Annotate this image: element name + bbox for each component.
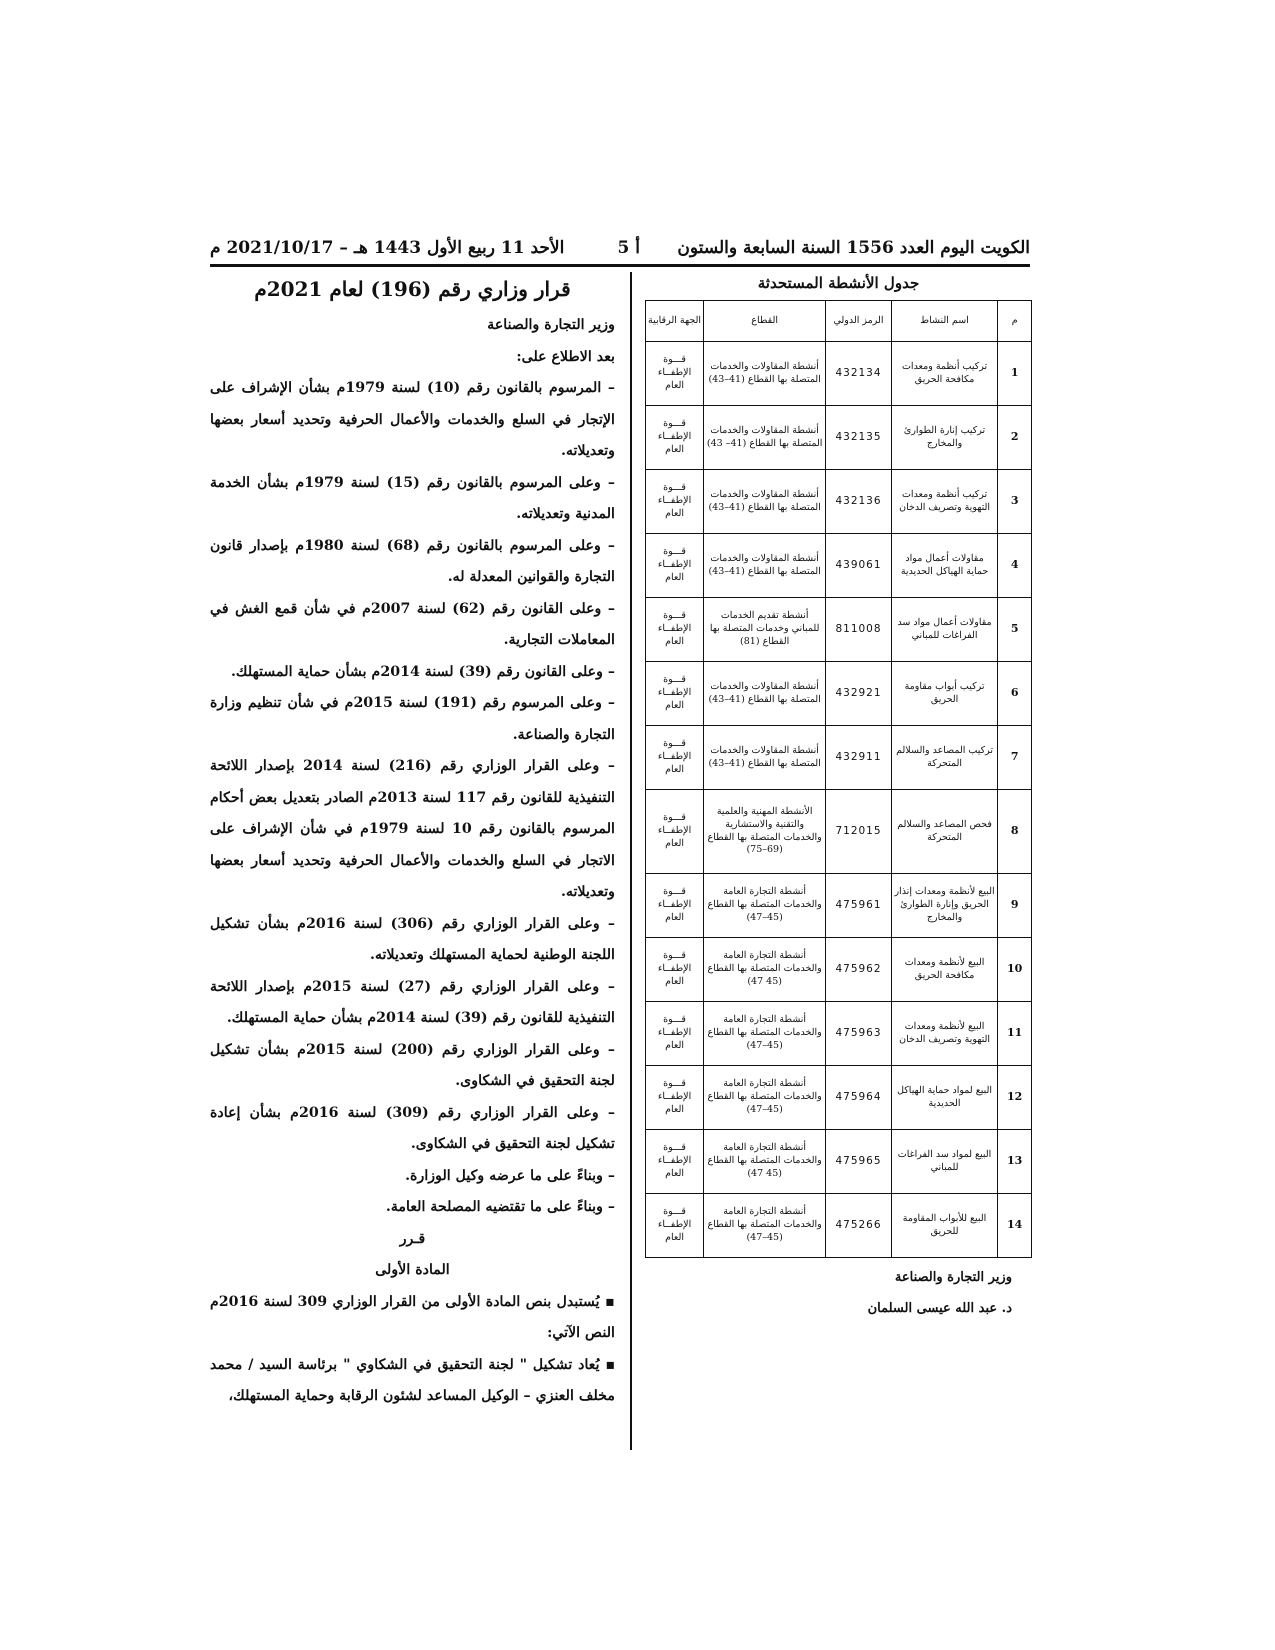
authority-cell: قـــوة الإطفــاء العام <box>646 726 704 790</box>
authority-cell: قـــوة الإطفــاء العام <box>646 1066 704 1130</box>
row-index-cell: 4 <box>998 534 1032 598</box>
activity-name-cell: تركيب إنارة الطوارئ والمخارج <box>891 406 998 470</box>
row-index-cell: 9 <box>998 874 1032 938</box>
activity-name-cell: تركيب أنظمة ومعدات مكافحة الحريق <box>891 342 998 406</box>
article-line: ▪ يُعاد تشكيل " لجنة التحقيق في الشكاوي " برئاسة السيد / محمد مخلف العنزي – الوكيل المساعد لشئون الرقابة وحماية المستهلك، <box>210 1356 615 1404</box>
intl-code-cell: 475266 <box>826 1194 892 1258</box>
signature-name: د. عبد الله عيسى السلمان <box>867 1301 1012 1316</box>
activity-name-cell: البيع لمواد سد الفراغات للمباني <box>891 1130 998 1194</box>
table-body <box>646 342 1032 1258</box>
row-index-cell: 2 <box>998 406 1032 470</box>
column-divider <box>630 272 632 1450</box>
authority-cell: قـــوة الإطفــاء العام <box>646 406 704 470</box>
sector-cell: أنشطة التجارة العامة والخدمات المتصلة بها القطاع (45–47) <box>704 1066 826 1130</box>
table-row <box>646 406 1032 470</box>
intl-code-cell: 432136 <box>826 470 892 534</box>
activity-name-cell: تركيب أبواب مقاومة الحريق <box>891 662 998 726</box>
decree-line: – وعلى القانون رقم (62) لسنة 2007م في شأن قمع الغش في المعاملات التجارية. <box>210 600 615 648</box>
article-title: المادة الأولى <box>375 1262 450 1278</box>
table-row <box>646 1066 1032 1130</box>
sector-cell: أنشطة المقاولات والخدمات المتصلة بها القطاع (41– 43) <box>704 406 826 470</box>
header-cell-authority: الجهة الرقابية <box>646 301 704 342</box>
sector-cell: أنشطة التجارة العامة والخدمات المتصلة بها القطاع (45–47) <box>704 1002 826 1066</box>
intl-code-cell: 439061 <box>826 534 892 598</box>
table-row <box>646 1002 1032 1066</box>
decree-line: – وبناءً على ما تقتضيه المصلحة العامة. <box>385 1199 615 1215</box>
table-row <box>646 598 1032 662</box>
signature-block <box>645 1270 1032 1316</box>
table-row <box>646 790 1032 874</box>
decree-line: – وعلى المرسوم رقم (191) لسنة 2015م في شأن تنظيم وزارة التجارة والصناعة. <box>210 695 615 743</box>
authority-cell: قـــوة الإطفــاء العام <box>646 1130 704 1194</box>
activity-name-cell: مقاولات أعمال مواد سد الفراغات للمباني <box>891 598 998 662</box>
intl-code-cell: 712015 <box>826 790 892 874</box>
intl-code-cell: 475963 <box>826 1002 892 1066</box>
decree-line: – وعلى القرار الوزاري رقم (216) لسنة 2014 بإصدار اللائحة التنفيذية للقانون رقم 117 لسنة 2013م الصادر بتعديل بعض أحكام المرسوم بالقانون رقم 10 لسنة 1979م في شأن الإشراف على الاتجار في السلع والخدمات والأعمال الحرفية وتحديد أسعار بعضها وتعديلاته. <box>210 758 615 900</box>
authority-cell: قـــوة الإطفــاء العام <box>646 598 704 662</box>
authority-cell: قـــوة الإطفــاء العام <box>646 790 704 874</box>
row-index-cell: 5 <box>998 598 1032 662</box>
decree-line: – وعلى القانون رقم (39) لسنة 2014م بشأن حماية المستهلك. <box>230 663 615 680</box>
authority-cell: قـــوة الإطفــاء العام <box>646 534 704 598</box>
row-index-cell: 11 <box>998 1002 1032 1066</box>
authority-cell: قـــوة الإطفــاء العام <box>646 662 704 726</box>
sector-cell: أنشطة التجارة العامة والخدمات المتصلة بها القطاع (45–47) <box>704 1194 826 1258</box>
row-index-cell: 6 <box>998 662 1032 726</box>
sector-cell: أنشطة التجارة العامة والخدمات المتصلة بها القطاع (45–47) <box>704 874 826 938</box>
sector-cell: أنشطة المقاولات والخدمات المتصلة بها القطاع (41–43) <box>704 662 826 726</box>
sector-cell: أنشطة المقاولات والخدمات المتصلة بها القطاع (41–43) <box>704 470 826 534</box>
header-date: الأحد 11 ربيع الأول 1443 هـ – 2021/10/17 م <box>210 238 565 258</box>
row-index-cell: 13 <box>998 1130 1032 1194</box>
intl-code-cell: 475962 <box>826 938 892 1002</box>
table-title: جدول الأنشطة المستحدثة <box>757 274 920 292</box>
table-row <box>646 1194 1032 1258</box>
activity-name-cell: البيع لأنظمة ومعدات التهوية وتصريف الدخان <box>891 1002 998 1066</box>
table-row <box>646 726 1032 790</box>
row-index-cell: 1 <box>998 342 1032 406</box>
table-row <box>646 342 1032 406</box>
activity-name-cell: البيع لأنظمة ومعدات مكافحة الحريق <box>891 938 998 1002</box>
intl-code-cell: 432135 <box>826 406 892 470</box>
header-page-number: أ 5 <box>617 238 640 258</box>
row-index-cell: 8 <box>998 790 1032 874</box>
decree-line: – وعلى المرسوم بالقانون رقم (15) لسنة 1979م بشأن الخدمة المدنية وتعديلاته. <box>210 474 615 522</box>
decree-line: – وعلى القرار الوزاري رقم (27) لسنة 2015م بإصدار اللائحة التنفيذية للقانون رقم (39) لسنة 2014م بشأن حماية المستهلك. <box>210 978 615 1026</box>
activity-name-cell: فحص المصاعد والسلالم المتحركة <box>891 790 998 874</box>
table-row <box>646 470 1032 534</box>
decree-line: – وعلى المرسوم بالقانون رقم (68) لسنة 1980م بإصدار قانون التجارة والقوانين المعدلة له. <box>210 537 615 585</box>
decree-line: وزير التجارة والصناعة <box>487 317 615 333</box>
table-row <box>646 938 1032 1002</box>
header-cell-code: الرمز الدولي <box>826 301 892 342</box>
header-cell-sector: القطاع <box>704 301 826 342</box>
intl-code-cell: 432921 <box>826 662 892 726</box>
intl-code-cell: 811008 <box>826 598 892 662</box>
activity-name-cell: البيع لأنظمة ومعدات إنذار الحريق وإنارة الطوارئ والمخارج <box>891 874 998 938</box>
sector-cell: الأنشطة المهنية والعلمية والتقنية والاستشارية والخدمات المتصلة بها القطاع (69–75) <box>704 790 826 874</box>
intl-code-cell: 475964 <box>826 1066 892 1130</box>
header-cell-index: م <box>998 301 1032 342</box>
sector-cell: أنشطة تقديم الخدمات للمباني وخدمات المتصلة بها القطاع (81) <box>704 598 826 662</box>
sector-cell: أنشطة التجارة العامة والخدمات المتصلة بها القطاع (45 47) <box>704 938 826 1002</box>
intl-code-cell: 475961 <box>826 874 892 938</box>
row-index-cell: 3 <box>998 470 1032 534</box>
intl-code-cell: 475965 <box>826 1130 892 1194</box>
authority-cell: قـــوة الإطفــاء العام <box>646 1194 704 1258</box>
article-line: ▪ يُستبدل بنص المادة الأولى من القرار الوزاري 309 لسنة 2016م النص الآتي: <box>210 1293 616 1341</box>
table-row <box>646 534 1032 598</box>
table-row <box>646 1130 1032 1194</box>
sector-cell: أنشطة المقاولات والخدمات المتصلة بها القطاع (41–43) <box>704 342 826 406</box>
row-index-cell: 14 <box>998 1194 1032 1258</box>
decree-line: – وبناءً على ما عرضه وكيل الوزارة. <box>405 1167 615 1184</box>
header-cell-activity: اسم النشاط <box>891 301 998 342</box>
decree-line: – وعلى القرار الوزاري رقم (200) لسنة 2015م بشأن تشكيل لجنة التحقيق في الشكاوى. <box>210 1041 616 1089</box>
activities-section <box>645 274 1032 1332</box>
sector-cell: أنشطة التجارة العامة والخدمات المتصلة بها القطاع (45 47) <box>704 1130 826 1194</box>
header-rule <box>210 264 1030 267</box>
activity-name-cell: البيع لمواد حماية الهياكل الحديدية <box>891 1066 998 1130</box>
decree-line: – وعلى القرار الوزاري رقم (309) لسنة 2016م بشأن إعادة تشكيل لجنة التحقيق في الشكاوى. <box>210 1104 615 1152</box>
authority-cell: قـــوة الإطفــاء العام <box>646 470 704 534</box>
signature-role: وزير التجارة والصناعة <box>894 1270 1012 1285</box>
decree-line: – المرسوم بالقانون رقم (10) لسنة 1979م بشأن الإشراف على الإتجار في السلع والخدمات والأعمال الحرفية وتحديد أسعار بعضها وتعديلاته. <box>210 380 615 459</box>
sector-cell: أنشطة المقاولات والخدمات المتصلة بها القطاع (41–43) <box>704 726 826 790</box>
decided-label: قـرر <box>399 1230 426 1247</box>
decree-line: – وعلى القرار الوزاري رقم (306) لسنة 2016م بشأن تشكيل اللجنة الوطنية لحماية المستهلك وتعديلاته. <box>210 915 616 963</box>
intl-code-cell: 432134 <box>826 342 892 406</box>
row-index-cell: 12 <box>998 1066 1032 1130</box>
activities-table <box>645 300 1032 1258</box>
activity-name-cell: تركيب المصاعد والسلالم المتحركة <box>891 726 998 790</box>
row-index-cell: 10 <box>998 938 1032 1002</box>
decree-title: قرار وزاري رقم (196) لعام 2021م <box>254 277 571 301</box>
decree-line: بعد الاطلاع على: <box>516 348 615 365</box>
activity-name-cell: مقاولات أعمال مواد حماية الهياكل الحديدية <box>891 534 998 598</box>
sector-cell: أنشطة المقاولات والخدمات المتصلة بها القطاع (41–43) <box>704 534 826 598</box>
activity-name-cell: البيع للأبواب المقاومة للحريق <box>891 1194 998 1258</box>
page-header <box>210 238 1030 262</box>
header-issue: الكويت اليوم العدد 1556 السنة السابعة والستون <box>677 238 1030 258</box>
decree-section <box>210 274 615 1413</box>
authority-cell: قـــوة الإطفــاء العام <box>646 342 704 406</box>
table-row <box>646 662 1032 726</box>
row-index-cell: 7 <box>998 726 1032 790</box>
table-row <box>646 874 1032 938</box>
authority-cell: قـــوة الإطفــاء العام <box>646 1002 704 1066</box>
authority-cell: قـــوة الإطفــاء العام <box>646 938 704 1002</box>
authority-cell: قـــوة الإطفــاء العام <box>646 874 704 938</box>
activity-name-cell: تركيب أنظمة ومعدات التهوية وتصريف الدخان <box>891 470 998 534</box>
intl-code-cell: 432911 <box>826 726 892 790</box>
